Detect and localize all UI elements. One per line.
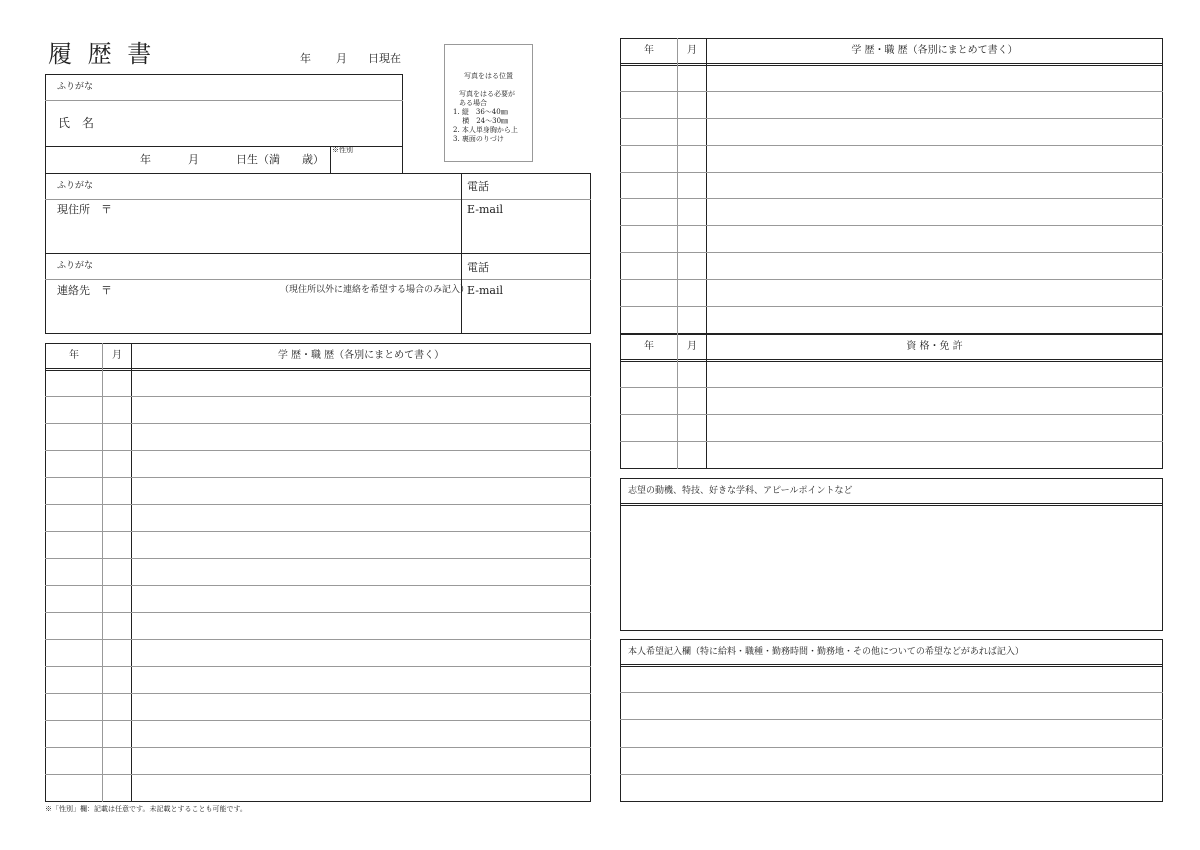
entry-row[interactable] [45, 613, 591, 640]
page-title: 履 歴 書 [48, 40, 156, 68]
contact-note: （現住所以外に連絡を希望する場合のみ記入） [280, 285, 470, 295]
wishes-rows [620, 666, 1163, 802]
date-day-label: 日現在 [368, 52, 401, 65]
birth-day-label: 日生（満 [236, 153, 280, 166]
gender-label: ※性別 [332, 146, 353, 154]
entry-row[interactable] [45, 505, 591, 532]
name-field[interactable] [120, 104, 390, 142]
entry-row[interactable] [620, 307, 1163, 334]
history-left-col-year: 年 [69, 350, 79, 361]
name-furigana-label: ふりがな [57, 82, 94, 92]
history-right-col-content: 学 歴・職 歴（各別にまとめて書く） [851, 45, 1018, 56]
name-label: 氏 名 [58, 116, 95, 130]
photo-line: 横 24〜30㎜ [453, 117, 509, 125]
entry-row[interactable] [45, 775, 591, 802]
entry-row[interactable] [45, 532, 591, 559]
contact-field[interactable] [120, 298, 455, 330]
entry-row[interactable] [620, 442, 1163, 469]
history-left-col-month: 月 [112, 350, 122, 361]
licenses-rows [620, 361, 1163, 469]
entry-row[interactable] [45, 424, 591, 451]
wish-row[interactable] [620, 775, 1163, 802]
contact-label: 連絡先 〒 [57, 284, 112, 297]
entry-row[interactable] [45, 721, 591, 748]
photo-line: ある場合 [459, 99, 487, 107]
photo-line: 1. 縦 36〜40㎜ [453, 108, 508, 116]
entry-row[interactable] [45, 451, 591, 478]
contact-furigana-label: ふりがな [57, 261, 94, 271]
photo-line: 3. 裏面のりづけ [453, 135, 504, 143]
address-label: 現住所 〒 [57, 203, 112, 216]
entry-row[interactable] [620, 226, 1163, 253]
entry-row[interactable] [45, 370, 591, 397]
licenses-col-month: 月 [687, 341, 697, 352]
contact-phone-label: 電話 [467, 261, 489, 274]
birth-age-label: 歳） [302, 153, 324, 166]
address-email-label: E-mail [467, 203, 503, 216]
wish-row[interactable] [620, 693, 1163, 720]
wish-row[interactable] [620, 720, 1163, 747]
entry-row[interactable] [45, 748, 591, 775]
entry-row[interactable] [45, 667, 591, 694]
footnote: ※「性別」欄：記載は任意です。未記載とすることも可能です。 [45, 805, 247, 813]
photo-placeholder[interactable] [444, 44, 533, 162]
entry-row[interactable] [45, 694, 591, 721]
entry-row[interactable] [620, 415, 1163, 442]
contact-furigana-field[interactable] [110, 256, 455, 276]
entry-row[interactable] [45, 640, 591, 667]
contact-email-label: E-mail [467, 284, 503, 297]
address-phone-label: 電話 [467, 180, 489, 193]
motivation-field[interactable] [624, 508, 1159, 627]
entry-row[interactable] [620, 173, 1163, 200]
history-right-col-year: 年 [644, 45, 654, 56]
birth-month-label: 月 [188, 153, 199, 166]
entry-row[interactable] [620, 253, 1163, 280]
address-furigana-label: ふりがな [57, 181, 94, 191]
address-email-field[interactable] [467, 218, 587, 250]
entry-row[interactable] [620, 280, 1163, 307]
entry-row[interactable] [620, 361, 1163, 388]
address-phone-field[interactable] [495, 176, 587, 196]
licenses-col-content: 資 格・免 許 [906, 341, 963, 352]
entry-row[interactable] [620, 388, 1163, 415]
history-right-col-month: 月 [687, 45, 697, 56]
address-furigana-field[interactable] [110, 176, 455, 196]
birth-year-label: 年 [140, 153, 151, 166]
history-right-rows [620, 65, 1163, 334]
wish-row[interactable] [620, 666, 1163, 693]
entry-row[interactable] [620, 92, 1163, 119]
photo-line: 2. 本人単身胸から上 [453, 126, 518, 134]
photo-line: 写真をはる必要が [459, 90, 515, 98]
wish-row[interactable] [620, 748, 1163, 775]
entry-row[interactable] [45, 397, 591, 424]
motivation-label: 志望の動機、特技、好きな学科、アピールポイントなど [628, 486, 853, 496]
entry-row[interactable] [45, 586, 591, 613]
entry-row[interactable] [620, 146, 1163, 173]
name-furigana-field[interactable] [120, 78, 390, 98]
wishes-label: 本人希望記入欄（特に給料・職種・勤務時間・勤務地・その他についての希望などがあれば記入） [628, 647, 1024, 657]
photo-title: 写真をはる位置 [464, 72, 513, 80]
licenses-col-year: 年 [644, 341, 654, 352]
entry-row[interactable] [620, 119, 1163, 146]
history-left-col-content: 学 歴・職 歴（各別にまとめて書く） [277, 350, 445, 361]
contact-phone-field[interactable] [495, 256, 587, 276]
entry-row[interactable] [620, 200, 1163, 227]
contact-email-field[interactable] [467, 298, 587, 330]
entry-row[interactable] [45, 478, 591, 505]
date-year-label: 年 [300, 52, 311, 65]
address-field[interactable] [120, 202, 455, 250]
entry-row[interactable] [45, 559, 591, 586]
gender-field[interactable] [332, 156, 400, 172]
entry-row[interactable] [620, 65, 1163, 92]
history-left-rows [45, 370, 591, 802]
date-month-label: 月 [336, 52, 347, 65]
